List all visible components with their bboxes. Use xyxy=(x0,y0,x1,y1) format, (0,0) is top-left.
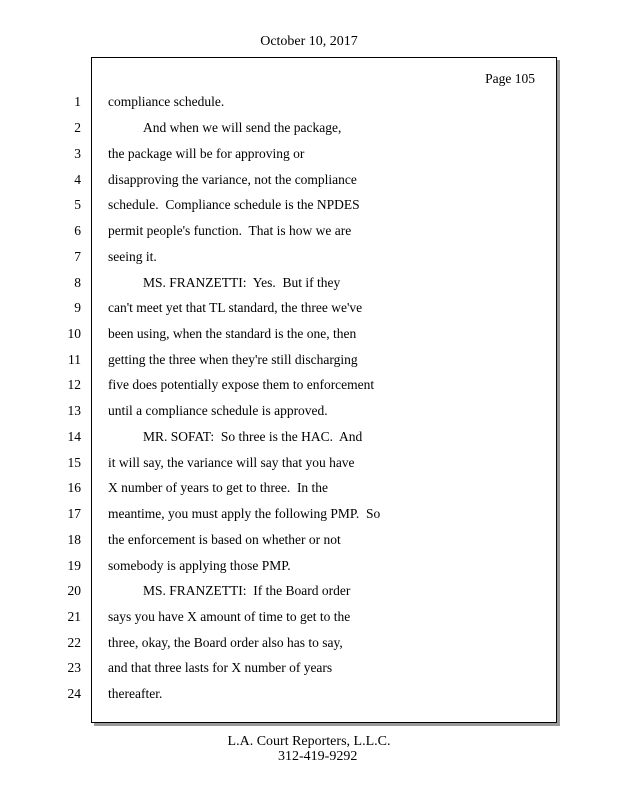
line-number: 6 xyxy=(74,223,81,238)
line-number: 7 xyxy=(74,249,81,264)
line-number: 4 xyxy=(74,172,81,187)
transcript-line: schedule. Compliance schedule is the NPDES xyxy=(108,197,360,212)
header-date: October 10, 2017 xyxy=(260,34,358,49)
transcript-line: thereafter. xyxy=(108,686,163,701)
transcript-line: and that three lasts for X number of years xyxy=(108,660,333,675)
line-number: 18 xyxy=(67,532,81,547)
transcript-line: can't meet yet that TL standard, the three we've xyxy=(108,300,363,315)
line-number: 1 xyxy=(74,94,81,109)
transcript-line: permit people's function. That is how we are xyxy=(108,223,352,238)
line-number: 3 xyxy=(74,146,81,161)
transcript-line: MS. FRANZETTI: If the Board order xyxy=(143,583,351,598)
transcript-line: been using, when the standard is the one, then xyxy=(108,326,357,341)
footer-phone: 312-419-9292 xyxy=(278,749,358,764)
line-number: 22 xyxy=(67,635,81,650)
line-number: 21 xyxy=(67,609,81,624)
transcript-line: says you have X amount of time to get to the xyxy=(108,609,351,624)
transcript-line: somebody is applying those PMP. xyxy=(108,558,291,573)
transcript-line: meantime, you must apply the following PMP. So xyxy=(108,506,381,521)
transcript-line: MS. FRANZETTI: Yes. But if they xyxy=(143,275,341,290)
line-number: 20 xyxy=(67,583,81,598)
transcript-line: five does potentially expose them to enforcement xyxy=(108,377,375,392)
line-number: 2 xyxy=(74,120,81,135)
transcript-line: getting the three when they're still discharging xyxy=(108,352,358,367)
transcript-line: MR. SOFAT: So three is the HAC. And xyxy=(143,429,363,444)
line-number: 16 xyxy=(67,480,81,495)
line-number: 13 xyxy=(67,403,81,418)
line-number: 24 xyxy=(67,686,81,701)
transcript-line: X number of years to get to three. In the xyxy=(108,480,329,495)
line-number: 8 xyxy=(74,275,81,290)
line-number: 19 xyxy=(67,558,81,573)
line-number: 9 xyxy=(74,300,81,315)
line-number: 14 xyxy=(67,429,81,444)
line-number: 15 xyxy=(67,455,81,470)
transcript-line: seeing it. xyxy=(108,249,157,264)
line-number: 12 xyxy=(67,377,81,392)
line-number: 17 xyxy=(67,506,81,521)
line-number: 11 xyxy=(68,352,81,367)
transcript-line: three, okay, the Board order also has to say, xyxy=(108,635,343,650)
transcript-line: compliance schedule. xyxy=(108,94,225,109)
transcript-line: the package will be for approving or xyxy=(108,146,305,161)
line-number: 5 xyxy=(74,197,81,212)
transcript-line: disapproving the variance, not the compliance xyxy=(108,172,357,187)
transcript-line: until a compliance schedule is approved. xyxy=(108,403,328,418)
transcript-line: And when we will send the package, xyxy=(143,120,342,135)
transcript-line: the enforcement is based on whether or not xyxy=(108,532,341,547)
page-number: Page 105 xyxy=(485,71,535,86)
transcript-line: it will say, the variance will say that you have xyxy=(108,455,355,470)
footer-company: L.A. Court Reporters, L.L.C. xyxy=(227,734,391,749)
line-number: 10 xyxy=(67,326,81,341)
line-number: 23 xyxy=(67,660,81,675)
